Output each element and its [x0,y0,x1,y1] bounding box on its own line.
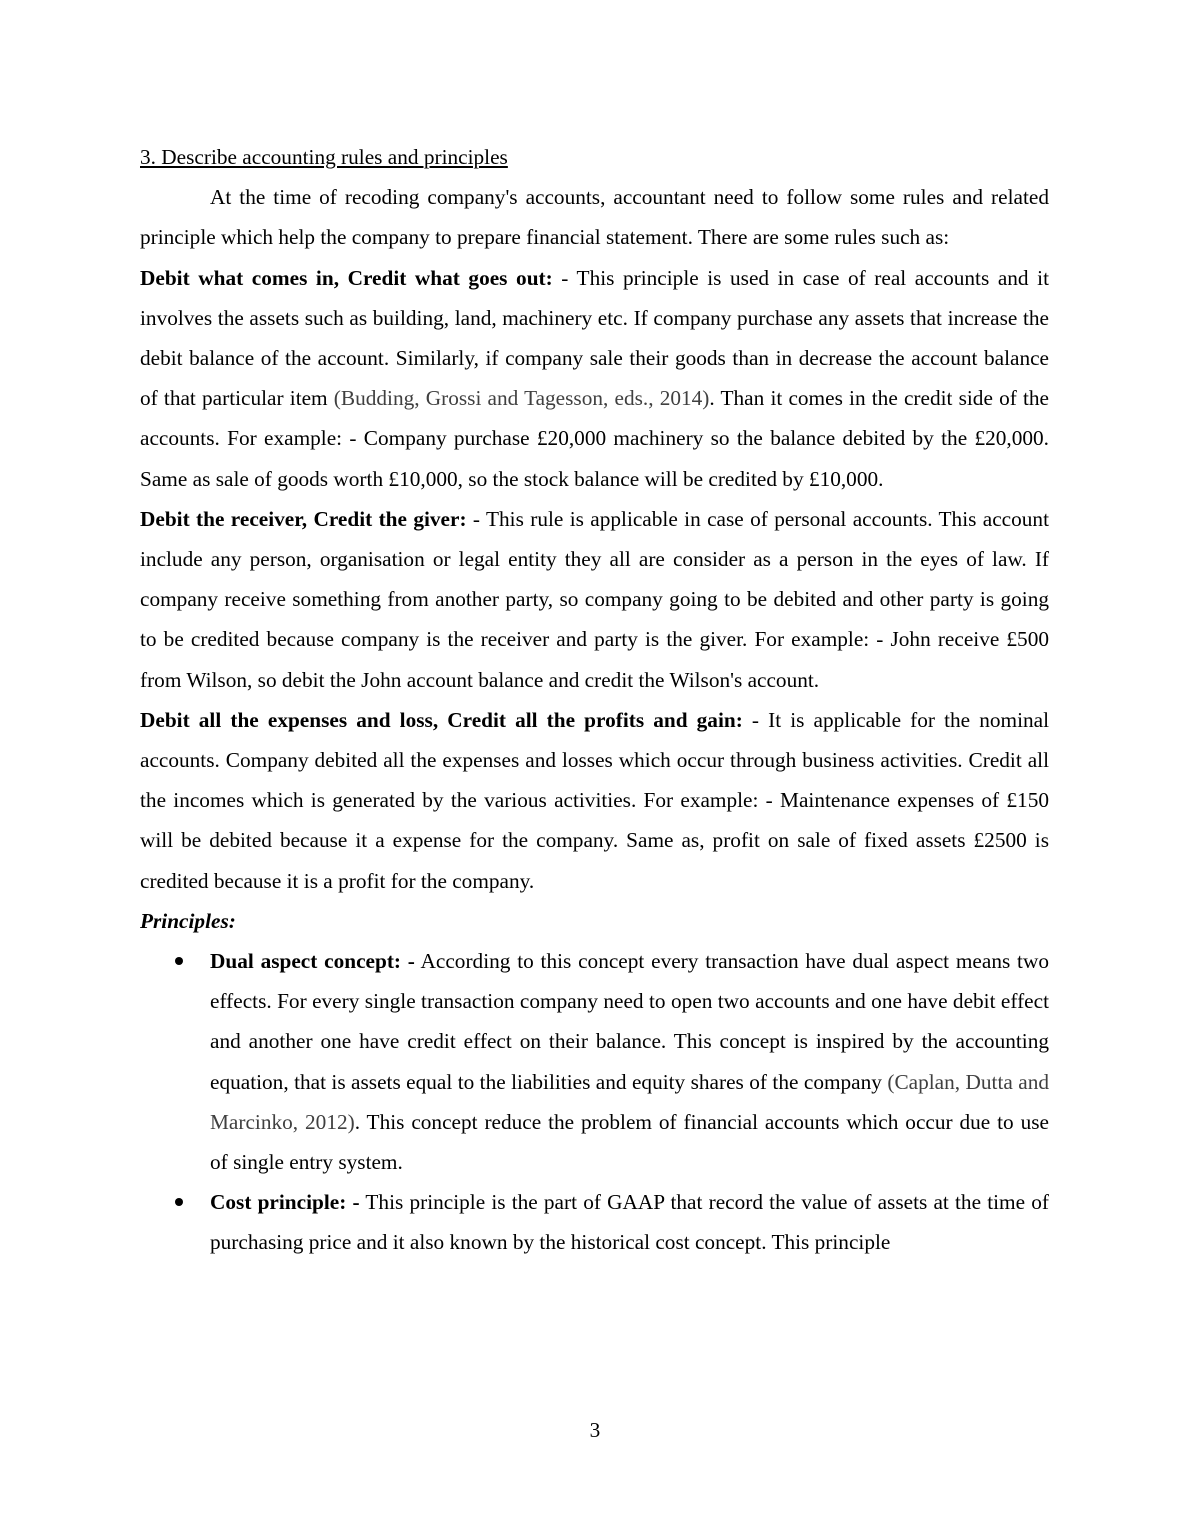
rule-title: Debit the receiver, Credit the giver: [140,506,467,531]
principle-text-continued: . This concept reduce the problem of financial accounts which occur due to use of single entry system. [210,1109,1049,1175]
bullet-icon [175,957,183,965]
principles-heading: Principles: [140,908,236,933]
bullet-icon [175,1198,183,1206]
rule-paragraph-real-accounts [140,258,1049,499]
intro-paragraph: At the time of recoding company's accounts, accountant need to follow some rules and related principle which help the company to prepare financial statement. There are some rules such as: [140,185,1049,250]
rule-paragraph-nominal-accounts [140,700,1049,901]
principle-item-dual-aspect [140,941,1049,1182]
section-heading: 3. Describe accounting rules and principles [140,145,508,169]
citation: (Caplan, Dutta and Marcinko, 2012) [210,1069,1050,1134]
document-page [140,137,1049,1263]
page-number: 3 [589,1418,601,1442]
principle-title: Cost principle: - [210,1190,360,1215]
rule-title: Debit all the expenses and loss, Credit all the profits and gain: [140,707,743,732]
principle-text: According to this concept every transaction have dual aspect means two effects. For every single transaction company need to open two accounts and one have debit effect and another one have credit effect on their balance. This concept is inspired by the accounting equation, that is assets equal to the liabilities and equity shares of the company [210,949,1049,1094]
citation: (Budding, Grossi and Tagesson, eds., 2014) [333,386,710,411]
rule-text: - It is applicable for the nominal accounts. Company debited all the expenses and losses which occur through business activities. Credit all the incomes which is generated by the various activities. For example: - Maintenance expenses of £150 will be debited because it a expense for the company. Same as, profit on sale of fixed assets £2500 is credited because it is a profit for the company. [140,707,1050,893]
principles-list [140,941,1049,1263]
rule-paragraph-personal-accounts [140,499,1049,700]
rule-text: - This rule is applicable in case of personal accounts. This account include any person, organisation or legal entity they all are consider as a person in the eyes of law. If company receive something from another party, so company going to be debited and other party is going to be credited because company is the receiver and party is the giver. For example: - John receive £500 from Wilson, so debit the John account balance and credit the Wilson's account. [140,506,1049,692]
principle-text: This principle is the part of GAAP that record the value of assets at the time of purchasing price and it also known by the historical cost concept. This principle [210,1190,1049,1255]
rule-title: Debit what comes in, Credit what goes out: [140,265,553,290]
rule-text: - This principle is used in case of real accounts and it involves the assets such as building, land, machinery etc. If company purchase any assets that increase the debit balance of the account. Similarly, if company sale their goods than in decrease the account balance of that particular item [140,265,1049,411]
rule-text-continued: . Than it comes in the credit side of the accounts. For example: - Company purchase £20,000 machinery so the balance debited by the £20,000. Same as sale of goods worth £10,000, so the stock balance will be credited by £10,000. [140,386,1049,491]
principle-item-cost [140,1182,1049,1262]
principle-title: Dual aspect concept: - [210,949,415,974]
